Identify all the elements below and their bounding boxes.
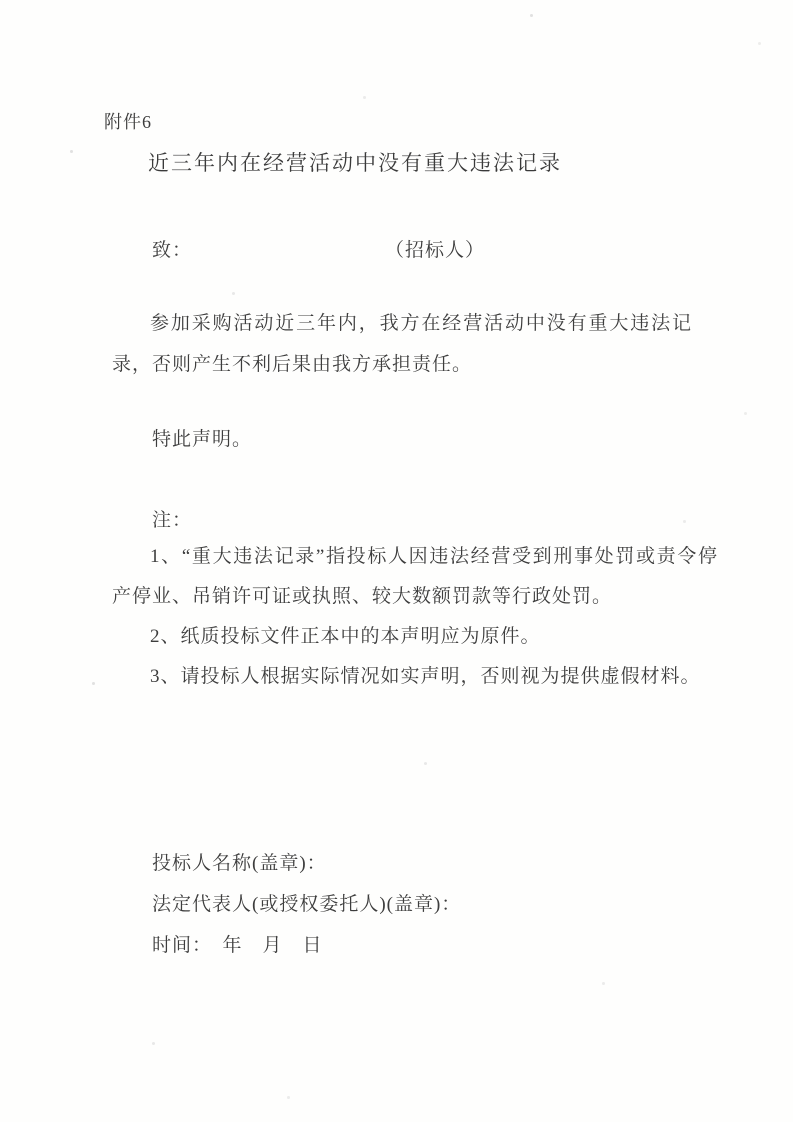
note-item-1: 1、“重大违法记录”指投标人因违法经营受到刑事处罚或责令停产停业、吊销许可证或执照、较大数额罚款等行政处罚。 <box>112 546 718 607</box>
scan-speck <box>232 292 235 295</box>
date-line: 时间： 年 月 日 <box>152 935 323 956</box>
scan-speck <box>152 1042 155 1045</box>
scan-speck <box>287 1096 290 1099</box>
scan-speck <box>530 14 533 17</box>
scan-speck <box>602 982 605 985</box>
scan-speck <box>70 150 73 153</box>
salutation-line <box>152 235 712 262</box>
recipient-placeholder: （招标人） <box>385 240 486 261</box>
note-item-2: 2、纸质投标文件正本中的本声明应为原件。 <box>150 626 541 647</box>
scan-speck <box>363 96 366 99</box>
document-title: 近三年内在经营活动中没有重大违法记录 <box>148 151 562 175</box>
note-item-3: 3、请投标人根据实际情况如实声明，否则视为提供虚假材料。 <box>150 666 701 687</box>
scan-speck <box>424 762 427 765</box>
attachment-label: 附件6 <box>104 112 152 132</box>
signature-block <box>152 843 461 966</box>
scan-speck <box>683 520 686 523</box>
declaration-paragraph: 参加采购活动近三年内，我方在经营活动中没有重大违法记录，否则产生不利后果由我方承担责任。 <box>112 313 692 375</box>
notes-label: 注： <box>152 510 193 531</box>
scan-speck <box>758 42 761 45</box>
legal-rep-line: 法定代表人(或授权委托人)(盖章)： <box>152 894 462 915</box>
bidder-name-line: 投标人名称(盖章)： <box>152 853 327 874</box>
salutation-label: 致： <box>152 240 193 261</box>
notes-section <box>112 537 718 697</box>
scan-speck <box>92 682 95 685</box>
closing-statement: 特此声明。 <box>152 429 253 450</box>
scan-speck <box>744 412 747 415</box>
